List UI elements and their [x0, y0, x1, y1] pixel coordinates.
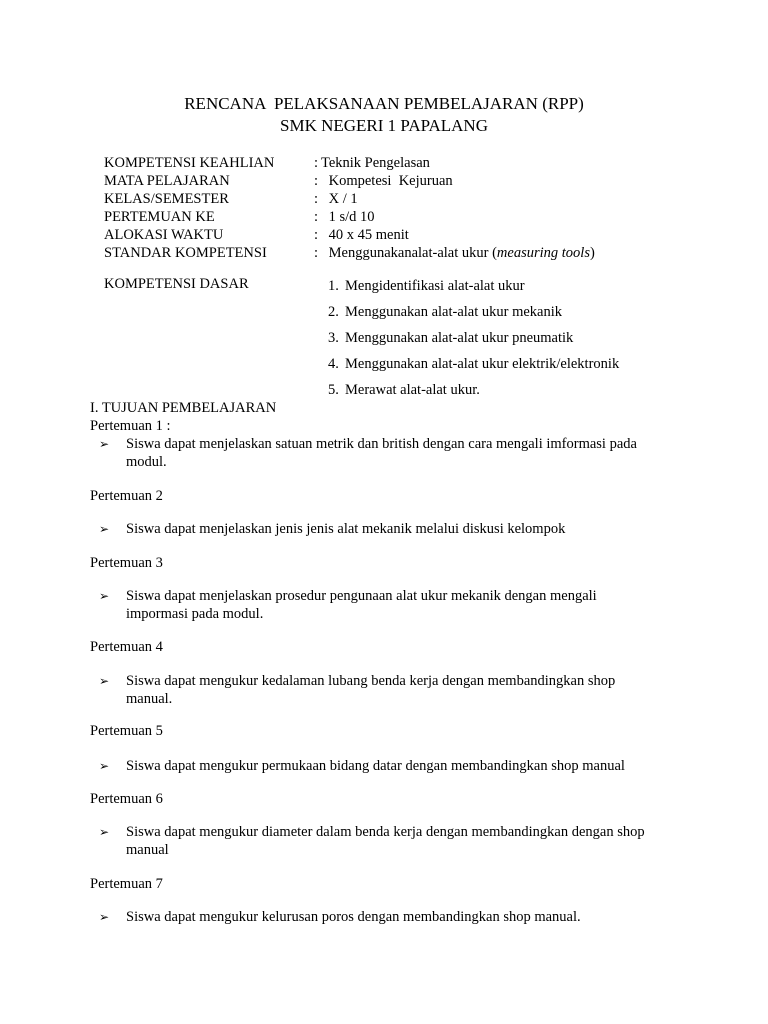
bullet-text: Siswa dapat mengukur kedalaman lubang benda kerja dengan membandingkan shop manual. [126, 673, 616, 707]
document-title: RENCANA PELAKSANAAN PEMBELAJARAN (RPP) [184, 94, 584, 113]
info-row [104, 244, 595, 262]
meeting-title: Pertemuan 6 [90, 791, 163, 807]
info-value-text: Menggunakanalat-alat ukur ( [325, 245, 497, 261]
list-item [328, 381, 619, 407]
list-text: Menggunakan alat-alat ukur mekanik [345, 304, 563, 320]
bullet-text: Siswa dapat mengukur kelurusan poros dengan membandingkan shop manual. [126, 909, 581, 925]
info-value: Teknik Pengelasan [321, 155, 430, 171]
arrow-bullet-icon: ➢ [99, 437, 110, 451]
info-value [325, 244, 595, 262]
arrow-bullet-icon: ➢ [99, 910, 110, 924]
list-text: Menggunakan alat-alat ukur pneumatik [345, 330, 574, 346]
info-row [104, 172, 453, 190]
meeting-title: Pertemuan 5 [90, 723, 163, 739]
arrow-bullet-icon: ➢ [99, 522, 110, 536]
info-colon: : [314, 227, 319, 243]
meeting-title: Pertemuan 2 [90, 488, 163, 504]
list-text: Menggunakan alat-alat ukur elektrik/elektronik [345, 356, 620, 372]
list-text: Mengidentifikasi alat-alat ukur [345, 278, 525, 294]
info-row [104, 226, 409, 244]
info-row [104, 154, 430, 172]
info-colon: : [314, 245, 319, 261]
arrow-bullet-icon: ➢ [99, 589, 110, 603]
list-number: 1. [328, 278, 339, 294]
info-row [104, 190, 358, 208]
info-value-text: ) [589, 245, 595, 261]
arrow-bullet-icon: ➢ [99, 759, 110, 773]
list-text: Merawat alat-alat ukur. [345, 382, 480, 398]
list-number: 4. [328, 356, 339, 372]
list-number: 5. [328, 382, 339, 398]
info-label: MATA PELAJARAN [104, 173, 230, 189]
info-label: ALOKASI WAKTU [104, 227, 224, 243]
info-value: Kompetesi Kejuruan [325, 173, 453, 189]
school-name: SMK NEGERI 1 PAPALANG [280, 116, 488, 135]
info-value: X / 1 [325, 191, 358, 207]
info-label: KELAS/SEMESTER [104, 191, 229, 207]
bullet-text: Siswa dapat menjelaskan jenis jenis alat mekanik melalui diskusi kelompok [126, 521, 566, 537]
section-heading: I. TUJUAN PEMBELAJARAN [90, 400, 277, 416]
bullet-text: Siswa dapat menjelaskan prosedur pengunaan alat ukur mekanik dengan mengali impormasi pada modul. [126, 588, 597, 622]
info-colon: : [314, 191, 319, 207]
list-item [328, 303, 619, 329]
meeting-title: Pertemuan 4 [90, 639, 163, 655]
arrow-bullet-icon: ➢ [99, 674, 110, 688]
meeting-title: Pertemuan 3 [90, 555, 163, 571]
list-item [328, 329, 619, 355]
info-label: KOMPETENSI KEAHLIAN [104, 155, 275, 171]
meeting-title: Pertemuan 1 : [90, 418, 171, 434]
bullet-text: Siswa dapat menjelaskan satuan metrik dan british dengan cara mengali imformasi pada modul. [126, 436, 637, 470]
bullet-text: Siswa dapat mengukur diameter dalam benda kerja dengan membandingkan dengan shop manual [126, 824, 645, 858]
info-value: 40 x 45 menit [325, 227, 409, 243]
list-number: 2. [328, 304, 339, 320]
list-item [328, 277, 619, 303]
info-colon: : [314, 209, 319, 225]
list-number: 3. [328, 330, 339, 346]
info-table [104, 154, 595, 262]
info-label: STANDAR KOMPETENSI [104, 245, 267, 261]
meeting-title: Pertemuan 7 [90, 876, 163, 892]
arrow-bullet-icon: ➢ [99, 825, 110, 839]
bullet-text: Siswa dapat mengukur permukaan bidang datar dengan membandingkan shop manual [126, 758, 625, 774]
info-value-italic: measuring tools [496, 245, 590, 261]
info-row [104, 208, 375, 226]
list-item [328, 355, 619, 381]
info-value: 1 s/d 10 [325, 209, 375, 225]
info-label: PERTEMUAN KE [104, 209, 215, 225]
kompetensi-dasar-label: KOMPETENSI DASAR [104, 276, 249, 292]
kompetensi-dasar-list [328, 277, 619, 407]
info-colon: : [314, 173, 319, 189]
info-colon: : [314, 155, 319, 171]
